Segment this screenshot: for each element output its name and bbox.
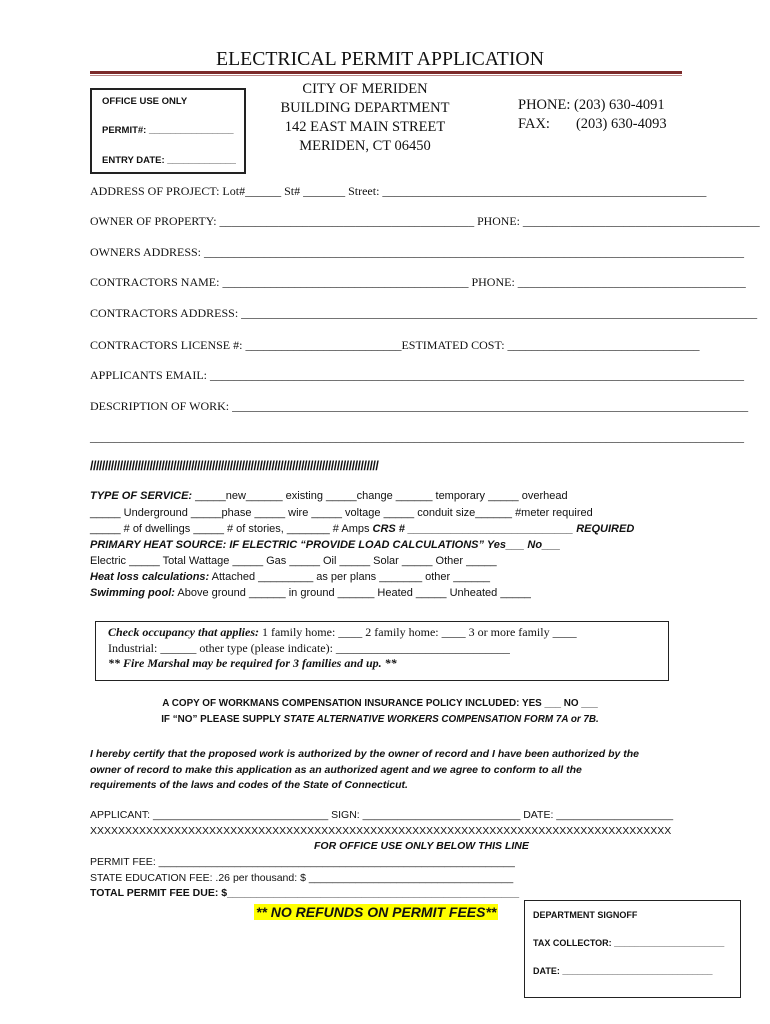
license-cost-field[interactable]: CONTRACTORS LICENSE #: __________________________ESTIMATED COST: ________________________________: [90, 338, 700, 352]
fire-marshal-note: ** Fire Marshal may be required for 3 families and up. **: [108, 656, 397, 670]
office-use-below: FOR OFFICE USE ONLY BELOW THIS LINE: [314, 840, 529, 852]
owners-address-field[interactable]: OWNERS ADDRESS: __________________________________________________________________________________________: [90, 245, 745, 259]
department-date-field[interactable]: DATE: ______________________________: [533, 966, 713, 976]
heat-loss-options: Attached _________ as per plans _______ other ______: [209, 571, 490, 583]
type-of-service-label: TYPE OF SERVICE:: [90, 490, 193, 502]
electric-heat-options[interactable]: Electric _____ Total Wattage _____ Gas _____ Oil _____ Solar _____ Other _____: [90, 555, 497, 567]
contractor-name-field[interactable]: CONTRACTORS NAME: _________________________________________ PHONE: ______________________________________: [90, 275, 746, 289]
total-fee-field[interactable]: TOTAL PERMIT FEE DUE: $__________________________________________________: [90, 887, 520, 899]
owner-field[interactable]: OWNER OF PROPERTY: ___________________________________________ PHONE: ________________________________________: [90, 214, 760, 228]
service-details[interactable]: _____ Underground _____phase _____ wire _____ voltage _____ conduit size______ #meter required: [90, 507, 593, 519]
occupancy-types[interactable]: [108, 625, 577, 640]
workers-comp-alt-form: STATE ALTERNATIVE WORKERS COMPENSATION FORM 7A or 7B.: [283, 714, 599, 725]
fax-label: FAX:: [518, 116, 550, 132]
phone-number: PHONE: (203) 630-4091: [518, 97, 665, 113]
city-state-zip: MERIDEN, CT 06450: [299, 138, 431, 154]
certification-line2: owner of record to make this application as an authorized agent and we agree to conform to all the: [90, 764, 582, 776]
swimming-pool-options: Above ground ______ in ground ______ Heated _____ Unheated _____: [174, 587, 531, 599]
type-of-service[interactable]: [90, 490, 568, 502]
occupancy-other[interactable]: Industrial: ______ other type (please indicate): _____________________________: [108, 641, 510, 655]
workers-comp-alternative: [0, 714, 760, 725]
dwellings-options: _____ # of dwellings _____ # of stories, _______ # Amps: [90, 523, 373, 535]
department-signoff-heading: DEPARTMENT SIGNOFF: [533, 910, 638, 920]
entry-date-field[interactable]: ENTRY DATE: _____________: [102, 155, 236, 166]
type-of-service-options: _____new______ existing _____change ______ temporary _____ overhead: [192, 490, 568, 502]
title-divider: [90, 71, 682, 74]
page-title: ELECTRICAL PERMIT APPLICATION: [216, 48, 544, 70]
permit-fee-field[interactable]: PERMIT FEE: _____________________________________________________________: [90, 856, 515, 868]
project-address-field[interactable]: ADDRESS OF PROJECT: Lot#______ St# _______ Street: ______________________________________________________: [90, 184, 707, 198]
street-address: 142 EAST MAIN STREET: [284, 119, 446, 135]
department-name: BUILDING DEPARTMENT: [280, 100, 450, 116]
contractor-address-field[interactable]: CONTRACTORS ADDRESS: ______________________________________________________________________________________: [90, 306, 758, 320]
no-refunds-notice: ** NO REFUNDS ON PERMIT FEES**: [256, 904, 497, 920]
applicant-email-field[interactable]: APPLICANTS EMAIL: _________________________________________________________________________________________: [90, 368, 745, 382]
occupancy-options: 1 family home: ____ 2 family home: ____ 3 or more family ____: [258, 625, 577, 639]
contact-info: [518, 96, 667, 134]
fax-value: (203) 630-4093: [575, 116, 667, 132]
work-description-field[interactable]: DESCRIPTION OF WORK: ______________________________________________________________________________________: [90, 399, 749, 413]
certification-line3: requirements of the laws and codes of the State of Connecticut.: [90, 779, 408, 791]
primary-heat-source[interactable]: PRIMARY HEAT SOURCE: IF ELECTRIC “PROVIDE LOAD CALCULATIONS” Yes___ No___: [90, 539, 561, 551]
certification-line1: I hereby certify that the proposed work is authorized by the owner of record and I have been authorized by the: [90, 748, 640, 760]
x-divider: XXXXXXXXXXXXXXXXXXXXXXXXXXXXXXXXXXXXXXXXXXXXXXXXXXXXXXXXXXXXXXXXXXXXXXXXXXXXXXXXXXX: [90, 825, 672, 837]
heat-loss-label: Heat loss calculations:: [90, 571, 210, 583]
swimming-pool-label: Swimming pool:: [90, 587, 175, 599]
state-education-fee-field[interactable]: STATE EDUCATION FEE: .26 per thousand: $ ___________________________________: [90, 872, 514, 884]
office-use-heading: OFFICE USE ONLY: [102, 96, 188, 107]
fax-number: [518, 115, 667, 134]
tax-collector-field[interactable]: TAX COLLECTOR: ______________________: [533, 938, 725, 948]
swimming-pool[interactable]: [90, 587, 531, 599]
department-address: [270, 80, 460, 156]
workers-comp-alt-prefix: IF “NO” PLEASE SUPPLY: [161, 714, 284, 725]
applicant-signature-line[interactable]: APPLICANT: ______________________________ SIGN: ___________________________ DATE: ____________________: [90, 809, 674, 821]
work-description-line2[interactable]: _____________________________________________________________________________________________________________: [90, 430, 744, 444]
occupancy-label: Check occupancy that applies:: [108, 625, 259, 639]
title-divider-thin: [90, 75, 682, 76]
heat-loss-calculations[interactable]: [90, 571, 490, 583]
workers-comp-included[interactable]: A COPY OF WORKMANS COMPENSATION INSURANCE POLICY INCLUDED: YES ___ NO ___: [162, 698, 598, 709]
dwellings-amps[interactable]: [90, 523, 634, 535]
crs-required: CRS # ___________________________ REQUIRED: [372, 523, 635, 535]
city-name: CITY OF MERIDEN: [302, 81, 428, 97]
permit-number-field[interactable]: PERMIT#: ________________: [102, 125, 234, 136]
separator-line: /////////////////////////////////////////////////////////////////////////////////////////////////: [90, 459, 379, 473]
